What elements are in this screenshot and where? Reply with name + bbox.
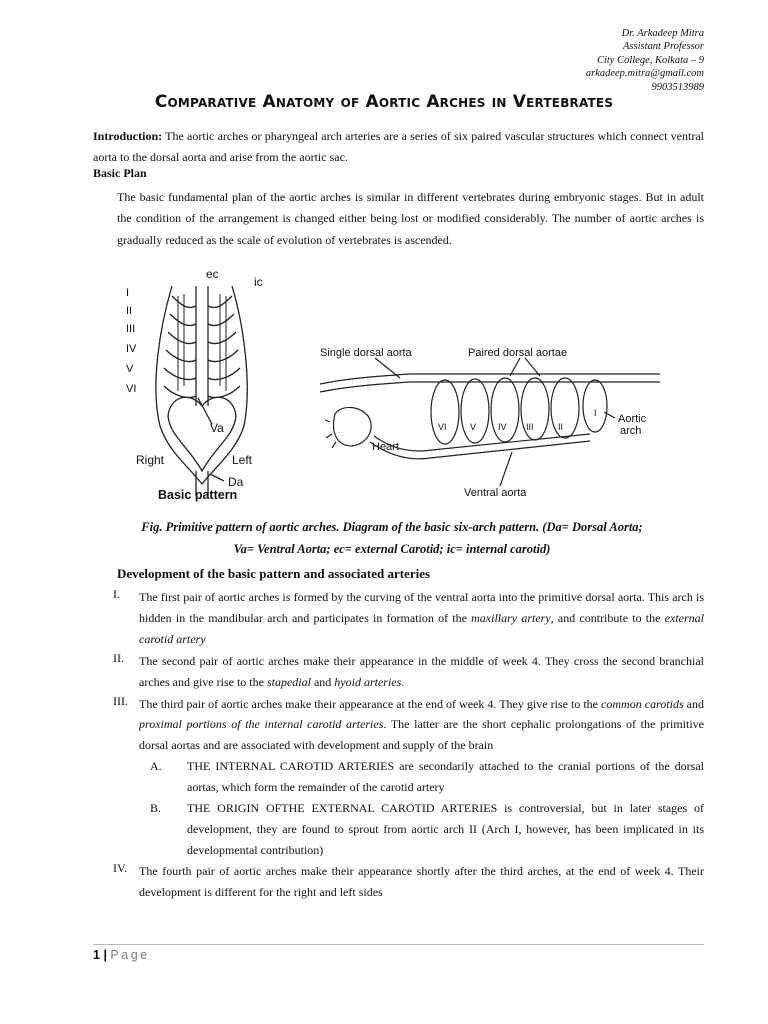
lateral-numeral-iii: III xyxy=(526,422,534,432)
label-aortic: Aortic xyxy=(618,413,647,425)
development-heading: Development of the basic pattern and associated arteries xyxy=(117,566,431,581)
figure-caption-line2: Va= Ventral Aorta; ec= external Carotid; ic= internal carotid) xyxy=(233,542,551,556)
paired-dorsal-pointer-1 xyxy=(510,358,520,376)
aortic-arch-diagram xyxy=(120,266,680,506)
lateral-numeral-vi: VI xyxy=(438,422,447,432)
lateral-arch-v xyxy=(461,379,489,443)
author-email: arkadeep.mitra@gmail.com xyxy=(585,68,704,80)
sub-list-number: B. xyxy=(150,801,162,816)
label-left: Left xyxy=(232,453,253,467)
figure-caption xyxy=(60,516,724,560)
arch-iv xyxy=(166,350,238,362)
label-va: Va xyxy=(210,421,224,435)
list-item-number: I. xyxy=(113,587,120,601)
lateral-numeral-i: I xyxy=(594,408,597,418)
heart-outline xyxy=(168,397,236,471)
list-item-text: The third pair of aortic arches make their appearance at the end of week 4. They give rise to the common carotids and proximal portions of the internal carotid arteries. The latter are the short cephalic prolongations of the primitive dorsal aortas and are associated with development and supply of the brain A. THE INTERNAL CAROTID ARTERIES are secondarily attached to the cranial portions of the dorsal aortas, which form the remainder of the carotid artery B. THE ORIGIN OFTHE EXTERNAL CAROTID ARTERIES is controversial, but in later stages of development, they are found to sprout from aortic arch II (Arch I, however, has been implicated in its developmental contribution) xyxy=(139,694,704,861)
basic-plan-text: The basic fundamental plan of the aortic arches is similar in different vertebrates during embryonic stages. But in adult the condition of the arrangement is changed either being lost or modified considerably. The number of aortic arches is gradually reduced as the scale of evolution of vertebrates is ascended. xyxy=(117,190,704,247)
numeral-vi: VI xyxy=(126,383,137,395)
arch-i xyxy=(172,296,232,308)
lateral-arch-iv xyxy=(491,378,519,442)
list-item-text: The first pair of aortic arches is formed by the curving of the ventral aorta into the primitive dorsal aorta. This arch is hidden in the mandibular arch and participates in formation of the maxillary artery, and contribute to the external carotid artery xyxy=(139,590,704,646)
page-label: Page xyxy=(110,948,150,962)
numeral-ii: II xyxy=(126,305,133,317)
footer-divider xyxy=(93,944,704,945)
list-item xyxy=(93,694,704,861)
lateral-view-diagram xyxy=(320,358,660,486)
sub-list-text: THE ORIGIN OFTHE EXTERNAL CAROTID ARTERIES is controversial, but in later stages of development, they are found to sprout from aortic arch II (Arch I, however, has been implicated in its developmental contribution) xyxy=(187,801,704,857)
author-name: Dr. Arkadeep Mitra xyxy=(621,28,704,39)
lateral-numeral-ii: II xyxy=(558,422,564,432)
numeral-iv: IV xyxy=(126,343,137,355)
numeral-i: I xyxy=(126,287,130,299)
basic-pattern-labels xyxy=(126,267,263,502)
heart-lateral xyxy=(334,407,372,446)
numeral-iii: III xyxy=(126,323,136,335)
lateral-arch-vi xyxy=(431,380,459,444)
label-ec: ec xyxy=(206,267,219,281)
author-institution: City College, Kolkata – 9 xyxy=(596,54,704,66)
single-dorsal-pointer xyxy=(375,358,400,378)
label-da: Da xyxy=(228,475,244,489)
aortic-arch-figure xyxy=(120,266,680,506)
author-block xyxy=(586,27,704,94)
lateral-arch-ii xyxy=(551,378,579,438)
figure-caption-line1: Fig. Primitive pattern of aortic arches. Diagram of the basic six-arch pattern. (Da= Dorsal Aorta; xyxy=(141,520,643,534)
page-number: 1 xyxy=(93,948,100,962)
label-ventral-aorta: Ventral aorta xyxy=(464,487,527,499)
list-item-number: II. xyxy=(113,650,124,665)
sub-list-item xyxy=(139,756,704,798)
label-paired-dorsal-aortae: Paired dorsal aortae xyxy=(468,347,568,359)
label-right: Right xyxy=(136,453,165,467)
list-item xyxy=(93,587,704,650)
development-list xyxy=(93,587,704,903)
lateral-arch-i xyxy=(583,380,607,432)
basic-plan-heading: Basic Plan xyxy=(93,166,147,180)
list-item xyxy=(93,651,704,693)
label-arch: arch xyxy=(620,425,642,437)
da-pointer xyxy=(210,474,224,481)
ventral-pointer xyxy=(500,452,512,486)
list-item-number: IV. xyxy=(113,860,128,875)
sub-list-item xyxy=(139,798,704,861)
list-item xyxy=(93,861,704,903)
ventral-aorta xyxy=(370,434,590,459)
list-item-number: III. xyxy=(113,693,128,708)
label-heart: Heart xyxy=(372,441,399,453)
label-ic: ic xyxy=(254,275,263,289)
label-basic-pattern: Basic pattern xyxy=(158,488,238,502)
single-dorsal-aorta xyxy=(320,374,660,392)
introduction-paragraph xyxy=(93,126,704,168)
sub-list-number: A. xyxy=(150,759,162,774)
numeral-v: V xyxy=(126,363,134,375)
arch-v xyxy=(164,368,240,380)
lateral-numeral-v: V xyxy=(470,422,477,432)
list-item-text: The fourth pair of aortic arches make their appearance shortly after the third arches, at the end of week 4. Their development is different for the right and left sides xyxy=(139,863,704,899)
list-item-text: The second pair of aortic arches make their appearance in the middle of week 4. They cross the second branchial arches and give rise to the stapedial and hyoid arteries. xyxy=(139,653,704,689)
lateral-numeral-iv: IV xyxy=(498,422,507,432)
sub-list-text: THE INTERNAL CAROTID ARTERIES are secondarily attached to the cranial portions of the dorsal aortas, which form the remainder of the carotid artery xyxy=(187,759,704,795)
page-footer xyxy=(93,948,150,962)
label-single-dorsal-aorta: Single dorsal aorta xyxy=(320,347,412,359)
author-phone: 9903513989 xyxy=(651,81,704,93)
page-title: Comparative Anatomy of Aortic Arches in Vertebrates xyxy=(154,92,614,112)
lateral-view-labels xyxy=(320,347,647,499)
introduction-text: The aortic arches or pharyngeal arch arteries are a series of six paired vascular structures which connect ventral aorta to the dorsal aorta and arise from the aortic sac. xyxy=(93,129,704,164)
arch-vi xyxy=(164,386,240,398)
arch-ii xyxy=(170,314,234,326)
author-designation: Assistant Professor xyxy=(623,41,704,53)
footer-separator: | xyxy=(103,948,107,962)
paired-dorsal-pointer-2 xyxy=(525,358,540,376)
introduction-label: Introduction: xyxy=(93,129,163,143)
